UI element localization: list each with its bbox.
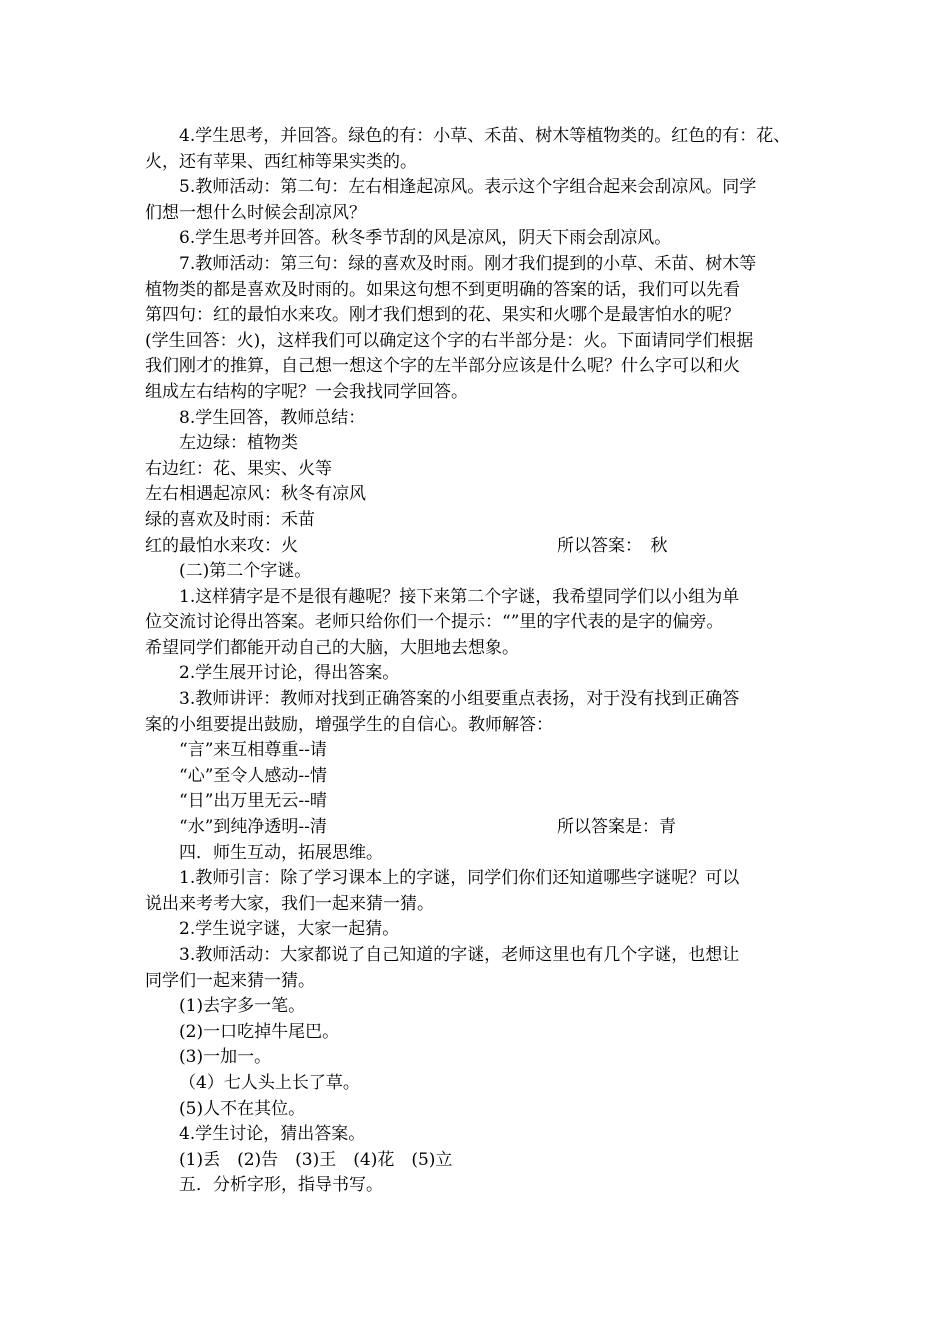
text-line (145, 713, 815, 739)
text-line-content: 2.学生展开讨论，得出答案。 (179, 663, 400, 684)
text-line-content: 7.教师活动：第三句：绿的喜欢及时雨。刚才我们提到的小草、禾苗、树木等 (179, 253, 757, 274)
text-line (145, 687, 815, 713)
text-line-content: 绿的喜欢及时雨：禾苗 (145, 509, 315, 530)
text-line (145, 1020, 815, 1046)
text-line-content: 1.这样猜字是不是很有趣呢？接下来第二个字谜，我希望同学们以小组为单 (179, 586, 740, 607)
text-line (145, 1148, 815, 1174)
text-line (145, 1173, 815, 1199)
text-line-content: 左右相遇起凉风：秋冬有凉风 (145, 484, 366, 505)
text-line (145, 303, 815, 329)
text-line-content: 8.学生回答，教师总结： (179, 407, 366, 428)
text-line (145, 354, 815, 380)
text-line-content: (1)丢 (2)告 (3)王 (4)花 (5)立 (179, 1149, 453, 1170)
text-line (145, 1071, 815, 1097)
text-line-content: 希望同学们都能开动自己的大脑，大胆地去想象。 (145, 637, 519, 658)
text-line (145, 1097, 815, 1123)
text-line-content: 五．分析字形，指导书写。 (179, 1175, 383, 1196)
text-line (145, 610, 815, 636)
text-line-content: 组成左右结构的字呢？一会我找同学回答。 (145, 381, 468, 402)
answer-label: 所以答案是：青 (557, 817, 676, 838)
text-line-content: 3.教师讲评：教师对找到正确答案的小组要重点表扬，对于没有找到正确答 (179, 689, 740, 710)
text-line-content: 4.学生讨论，猜出答案。 (179, 1124, 366, 1145)
text-line-content: 案的小组要提出鼓励，增强学生的自信心。教师解答： (145, 714, 553, 735)
text-line (145, 124, 815, 150)
text-line (145, 534, 815, 560)
text-line-content: (学生回答：火)，这样我们可以确定这个字的右半部分是：火。下面请同学们根据 (145, 330, 754, 351)
text-line (145, 738, 815, 764)
text-line-content: 位交流讨论得出答案。老师只给你们一个提示：“”里的字代表的是字的偏旁。 (145, 612, 724, 633)
text-line-content: 6.学生思考并回答。秋冬季节刮的风是凉风，阴天下雨会刮凉风。 (179, 228, 672, 249)
text-line-content: 同学们一起来猜一猜。 (145, 970, 315, 991)
text-line-content: 1.教师引言：除了学习课本上的字谜，同学们你们还知道哪些字谜呢？可以 (179, 868, 740, 889)
text-line-content: “心”至令人感动--情 (179, 765, 327, 786)
text-line (145, 789, 815, 815)
text-line-content: 四．师生互动，拓展思维。 (179, 842, 383, 863)
text-line (145, 661, 815, 687)
text-line (145, 815, 815, 841)
text-line (145, 329, 815, 355)
text-line-content: 5.教师活动：第二句：左右相逢起凉风。表示这个字组合起来会刮凉风。同学 (179, 177, 757, 198)
text-line (145, 380, 815, 406)
text-line (145, 226, 815, 252)
text-line-content: 左边绿：植物类 (179, 433, 298, 454)
text-line (145, 252, 815, 278)
text-line (145, 764, 815, 790)
text-line (145, 175, 815, 201)
text-line (145, 431, 815, 457)
text-line (145, 1122, 815, 1148)
text-line (145, 866, 815, 892)
text-line-content: “言”来互相尊重--请 (179, 740, 327, 761)
text-line-content: “水”到纯净透明--清 (179, 817, 327, 838)
text-line (145, 841, 815, 867)
text-line (145, 1045, 815, 1071)
text-line-content: “日”出万里无云--晴 (179, 791, 327, 812)
text-line-content: (3)一加一。 (179, 1047, 272, 1068)
text-line-content: （4）七人头上长了草。 (179, 1072, 360, 1093)
text-line (145, 636, 815, 662)
text-line (145, 201, 815, 227)
text-line-content: 3.教师活动：大家都说了自己知道的字谜，老师这里也有几个字谜，也想让 (179, 945, 740, 965)
text-line (145, 559, 815, 585)
text-line (145, 150, 815, 176)
text-line (145, 994, 815, 1020)
document-body (145, 124, 815, 1199)
text-line-content: 第四句：红的最怕水来攻。刚才我们想到的花、果实和火哪个是最害怕水的呢？ (145, 305, 740, 326)
text-line-content: 植物类的都是喜欢及时雨的。如果这句想不到更明确的答案的话，我们可以先看 (145, 279, 740, 300)
text-line (145, 892, 815, 918)
text-line-content: 们想一想什么时候会刮凉风？ (145, 202, 366, 223)
text-line-content: 说出来考考大家，我们一起来猜一猜。 (145, 893, 434, 914)
text-line (145, 278, 815, 304)
text-line (145, 585, 815, 611)
text-line-content: (二)第二个字谜。 (179, 561, 312, 582)
text-line (145, 482, 815, 508)
text-line-content: (1)去字多一笔。 (179, 996, 306, 1017)
text-line-content: (2)一口吃掉牛尾巴。 (179, 1021, 340, 1042)
text-line-content: (5)人不在其位。 (179, 1098, 306, 1119)
text-line (145, 917, 815, 943)
text-line-content: 右边红：花、果实、火等 (145, 458, 332, 479)
text-line-content: 4.学生思考，并回答。绿色的有：小草、禾苗、树木等植物类的。红色的有：花、 (179, 126, 791, 146)
text-line (145, 969, 815, 995)
text-line (145, 457, 815, 483)
text-line (145, 508, 815, 534)
text-line-content: 火，还有苹果、西红柿等果实类的。 (145, 151, 417, 172)
text-line-content: 2.学生说字谜，大家一起猜。 (179, 919, 400, 940)
text-line-content: 我们刚才的推算，自己想一想这个字的左半部分应该是什么呢？什么字可以和火 (145, 356, 740, 377)
text-line (145, 406, 815, 432)
text-line (145, 943, 815, 969)
text-line-content: 红的最怕水来攻：火 (145, 535, 298, 556)
answer-label: 所以答案： 秋 (557, 535, 668, 556)
